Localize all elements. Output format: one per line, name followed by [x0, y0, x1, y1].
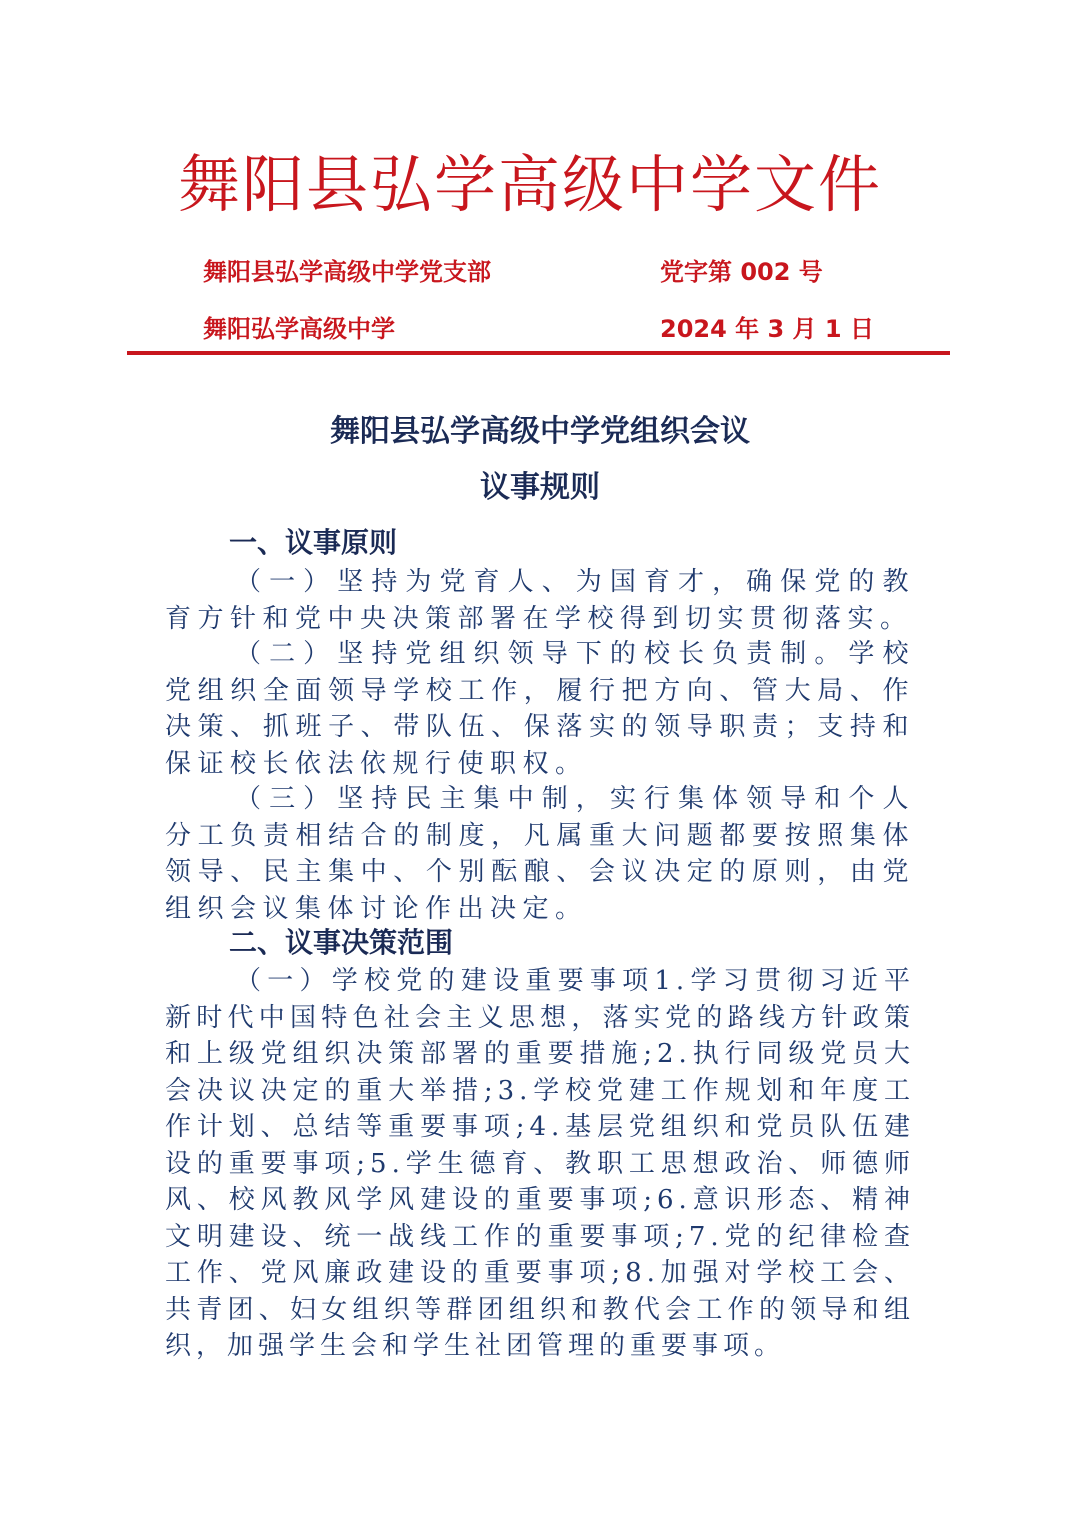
document-date: 2024 年 3 月 1 日: [660, 315, 874, 343]
paragraph: （三）坚持民主集中制，实行集体领导和个人分工负责相结合的制度，凡属重大问题都要按照集体领导、民主集中、个别酝酿、会议决定的原则，由党组织会议集体讨论作出决定。: [165, 784, 915, 924]
red-divider-line: [127, 351, 950, 355]
section-title-decision-scope: 二、议事决策范围: [229, 926, 454, 959]
document-masthead-title: 舞阳县弘学高级中学文件: [177, 148, 882, 221]
document-subheading: 议事规则: [480, 470, 600, 505]
paragraph: （一）坚持为党育人、为国育才，确保党的教育方针和党中央决策部署在学校得到切实贯彻落实。: [165, 567, 915, 634]
document-number: 党字第 002 号: [660, 258, 823, 286]
section-title-principles: 一、议事原则: [229, 526, 398, 559]
issuer-school: 舞阳弘学高级中学: [203, 315, 395, 343]
issuer-party-branch: 舞阳县弘学高级中学党支部: [203, 258, 491, 286]
document-heading: 舞阳县弘学高级中学党组织会议: [330, 414, 750, 449]
paragraph: （二）坚持党组织领导下的校长负责制。学校党组织全面领导学校工作，履行把方向、管大局、作决策、抓班子、带队伍、保落实的领导职责；支持和保证校长依法依规行使职权。: [165, 639, 915, 779]
paragraph: （一）学校党的建设重要事项1.学习贯彻习近平新时代中国特色社会主义思想，落实党的路线方针政策和上级党组织决策部署的重要措施;2.执行同级党员大会决议决定的重大举措;3.学校党建工作规划和年度工作计划、总结等重要事项;4.基层党组织和党员队伍建设的重要事项;5.学生德育、教职工思想政治、师德师风、校风教风学风建设的重要事项;6.意识形态、精神文明建设、统一战线工作的重要事项;7.党的纪律检查工作、党风廉政建设的重要事项;8.加强对学校工会、共青团、妇女组织等群团组织和教代会工作的领导和组织，加强学生会和学生社团管理的重要事项。: [165, 966, 915, 1361]
